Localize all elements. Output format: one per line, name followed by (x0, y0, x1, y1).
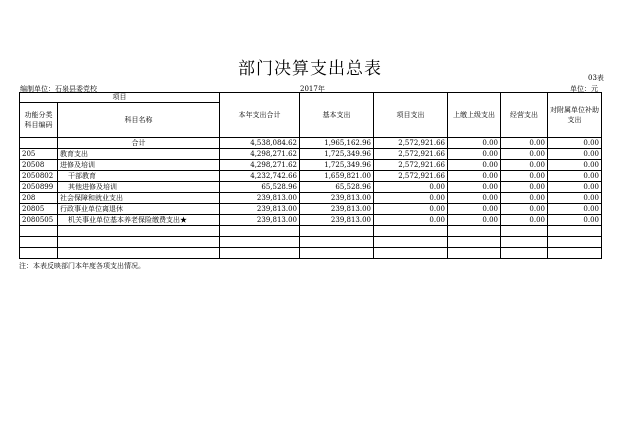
cell-total: 239,813.00 (220, 193, 300, 204)
empty-row (20, 248, 602, 259)
cell-basic: 239,813.00 (300, 215, 374, 226)
cell-code: 2050802 (20, 171, 58, 182)
header-project-expense: 项目支出 (374, 93, 448, 138)
cell-proj: 2,572,921.66 (374, 138, 448, 149)
empty-cell (58, 248, 220, 259)
page-title: 部门决算支出总表 (238, 59, 382, 79)
cell-oper: 0.00 (501, 160, 548, 171)
cell-oper: 0.00 (501, 149, 548, 160)
cell-subsidy: 0.00 (548, 193, 602, 204)
table-row (20, 171, 602, 182)
cell-total: 239,813.00 (220, 204, 300, 215)
header-upper: 上缴上级支出 (448, 93, 501, 138)
empty-cell (548, 226, 602, 237)
empty-cell (220, 237, 300, 248)
cell-name: 进修及培训 (58, 160, 220, 171)
cell-oper: 0.00 (501, 171, 548, 182)
cell-subsidy: 0.00 (548, 171, 602, 182)
cell-total: 4,298,271.62 (220, 160, 300, 171)
cell-proj: 2,572,921.66 (374, 149, 448, 160)
table-row (20, 215, 602, 226)
empty-cell (448, 248, 501, 259)
empty-cell (501, 226, 548, 237)
empty-cell (374, 237, 448, 248)
cell-code: 2050899 (20, 182, 58, 193)
cell-basic: 1,965,162.96 (300, 138, 374, 149)
empty-cell (300, 237, 374, 248)
cell-proj: 0.00 (374, 204, 448, 215)
empty-cell (448, 226, 501, 237)
footnote: 注：本表反映部门本年度各项支出情况。 (19, 262, 145, 270)
empty-cell (501, 237, 548, 248)
cell-proj: 0.00 (374, 193, 448, 204)
cell-name: 行政事业单位离退休 (58, 204, 220, 215)
cell-upper: 0.00 (448, 138, 501, 149)
cell-subsidy: 0.00 (548, 160, 602, 171)
cell-total: 4,232,742.66 (220, 171, 300, 182)
cell-basic: 239,813.00 (300, 193, 374, 204)
cell-oper: 0.00 (501, 182, 548, 193)
cell-name: 干部教育 (58, 171, 220, 182)
table-row (20, 182, 602, 193)
cell-upper: 0.00 (448, 215, 501, 226)
cell-basic: 239,813.00 (300, 204, 374, 215)
cell-code: 20805 (20, 204, 58, 215)
cell-proj: 0.00 (374, 182, 448, 193)
cell-name: 机关事业单位基本养老保险缴费支出★ (58, 215, 220, 226)
empty-cell (448, 237, 501, 248)
cell-oper: 0.00 (501, 193, 548, 204)
cell-name: 其他进修及培训 (58, 182, 220, 193)
cell-subsidy: 0.00 (548, 204, 602, 215)
cell-oper: 0.00 (501, 204, 548, 215)
cell-total: 65,528.96 (220, 182, 300, 193)
year-label: 2017年 (300, 85, 325, 93)
empty-cell (374, 226, 448, 237)
table-row (20, 138, 602, 149)
currency-label: 单位：元 (570, 85, 598, 93)
cell-oper: 0.00 (501, 215, 548, 226)
cell-basic: 1,725,349.96 (300, 149, 374, 160)
empty-cell (220, 226, 300, 237)
empty-row (20, 226, 602, 237)
cell-upper: 0.00 (448, 171, 501, 182)
empty-cell (20, 248, 58, 259)
empty-cell (300, 248, 374, 259)
empty-cell (300, 226, 374, 237)
cell-upper: 0.00 (448, 193, 501, 204)
cell-basic: 65,528.96 (300, 182, 374, 193)
cell-code: 20508 (20, 160, 58, 171)
expenditure-table (19, 92, 602, 259)
cell-subsidy: 0.00 (548, 182, 602, 193)
empty-cell (58, 226, 220, 237)
header-subsidy: 对附属单位补助支出 (548, 93, 602, 138)
cell-code (20, 138, 58, 149)
cell-basic: 1,659,821.00 (300, 171, 374, 182)
cell-subsidy: 0.00 (548, 215, 602, 226)
cell-name: 教育支出 (58, 149, 220, 160)
cell-code: 208 (20, 193, 58, 204)
cell-name: 合计 (58, 138, 220, 149)
empty-cell (20, 237, 58, 248)
empty-row (20, 237, 602, 248)
cell-total: 4,538,084.62 (220, 138, 300, 149)
header-basic: 基本支出 (300, 93, 374, 138)
cell-name: 社会保障和就业支出 (58, 193, 220, 204)
empty-cell (548, 237, 602, 248)
table-row (20, 149, 602, 160)
header-operation: 经营支出 (501, 93, 548, 138)
table-row (20, 204, 602, 215)
cell-proj: 2,572,921.66 (374, 160, 448, 171)
empty-cell (548, 248, 602, 259)
empty-cell (501, 248, 548, 259)
cell-upper: 0.00 (448, 204, 501, 215)
header-subject: 科目名称 (58, 103, 220, 138)
cell-code: 205 (20, 149, 58, 160)
unit-label: 编制单位：石泉县委党校 (20, 85, 97, 93)
cell-upper: 0.00 (448, 149, 501, 160)
empty-cell (58, 237, 220, 248)
cell-code: 2080505 (20, 215, 58, 226)
cell-subsidy: 0.00 (548, 149, 602, 160)
cell-basic: 1,725,349.96 (300, 160, 374, 171)
cell-subsidy: 0.00 (548, 138, 602, 149)
cell-oper: 0.00 (501, 138, 548, 149)
cell-upper: 0.00 (448, 160, 501, 171)
cell-total: 4,298,271.62 (220, 149, 300, 160)
table-row (20, 193, 602, 204)
table-code: 03表 (588, 74, 604, 82)
table-row (20, 160, 602, 171)
cell-proj: 2,572,921.66 (374, 171, 448, 182)
cell-total: 239,813.00 (220, 215, 300, 226)
header-func-code: 功能分类科目编码 (20, 103, 58, 138)
empty-cell (374, 248, 448, 259)
empty-cell (220, 248, 300, 259)
header-total: 本年支出合计 (220, 93, 300, 138)
empty-cell (20, 226, 58, 237)
cell-upper: 0.00 (448, 182, 501, 193)
cell-proj: 0.00 (374, 215, 448, 226)
header-project: 项目 (20, 93, 220, 103)
